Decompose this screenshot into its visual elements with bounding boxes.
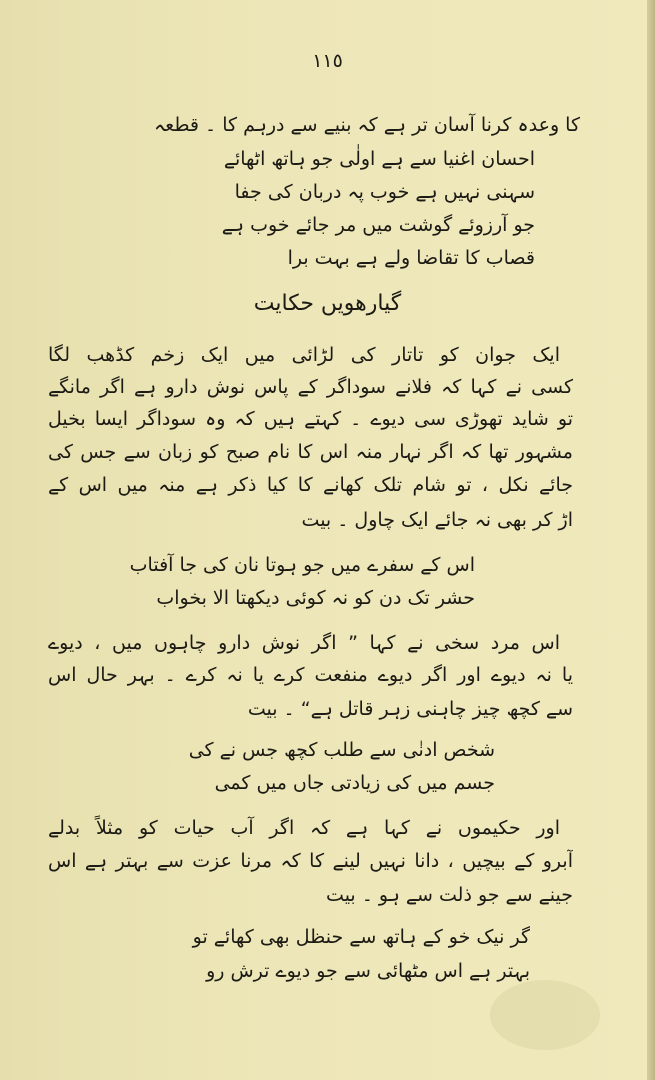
paragraph-line: سے کچھ چیز چاہنی زہر قاتل ہے“ ۔ بیت	[247, 698, 573, 720]
paragraph-line: اڑ کر بھی نہ جائے ایک چاول ۔ بیت	[301, 509, 573, 531]
verse-line: سہنی نہیں ہے خوب پہ دربان کی جفا	[234, 181, 535, 203]
paragraph-line: ایک جوان کو تاتار کی لڑائی میں ایک زخم کڈھب لگا	[48, 344, 560, 366]
paragraph-line: اس مرد سخی نے کہا ” اگر نوش دارو چاہوں میں ، دیوے	[48, 632, 560, 654]
paragraph-line: یا نہ دیوے اور اگر دیوے منفعت کرے یا نہ کرے ۔ بہر حال اس	[48, 664, 573, 686]
verse-line: جو آرزوئے گوشت میں مر جائے خوب ہے	[221, 214, 535, 236]
story-heading: گیارھویں حکایت	[253, 291, 402, 316]
verse-line: حشر تک دن کو نہ کوئی دیکھتا الا بخواب	[156, 587, 475, 609]
verse-line: قصاب کا تقاضا ولے ہے بہت برا	[287, 247, 535, 269]
paragraph-line: اور حکیموں نے کہا ہے کہ اگر آب حیات کو مثلاً بدلے	[48, 817, 560, 839]
paragraph-line: آبرو کے بیچیں ، دانا نہیں لینے کا کہ مرنا عزت سے بہتر ہے اس	[48, 850, 573, 872]
paragraph-line: مشہور تھا کہ اگر نہار منہ اس کا نام صبح کو زبان سے جس کی	[48, 441, 573, 463]
paragraph-line: کسی نے کہا کہ فلانے سوداگر کے پاس نوش دارو ہے اگر مانگے	[48, 376, 573, 398]
verse-line: احسان اغنیا سے ہے اولٰی جو ہاتھ اٹھائے	[223, 148, 535, 170]
page-edge	[647, 0, 655, 1080]
verse-line: کا وعدہ کرنا آسان تر ہے کہ بنیے سے درہم کا ۔ قطعہ	[154, 114, 580, 136]
verse-line: اس کے سفرے میں جو ہوتا نان کی جا آفتاب	[129, 554, 475, 576]
paragraph-line: تو شاید تھوڑی سی دیوے ۔ کہتے ہیں کہ وہ سوداگر ایسا بخیل	[48, 408, 573, 430]
paper-stain	[490, 980, 600, 1050]
paragraph-line: جائے نکل ، تو شام تلک کھانے کا کیا ذکر ہے منہ میں اس کے	[48, 474, 573, 496]
verse-line: شخص ادنٰی سے طلب کچھ جس نے کی	[188, 739, 495, 761]
page-number: ١١٥	[312, 50, 343, 72]
verse-line: گر نیک خو کے ہاتھ سے حنظل بھی کھائے تو	[192, 926, 530, 948]
verse-line: جسم میں کی زیادتی جاں میں کمی	[214, 772, 495, 794]
verse-line: بہتر ہے اس مٹھائی سے جو دیوے ترش رو	[206, 960, 530, 982]
paragraph-line: جینے سے جو ذلت سے ہو ۔ بیت	[326, 884, 573, 906]
